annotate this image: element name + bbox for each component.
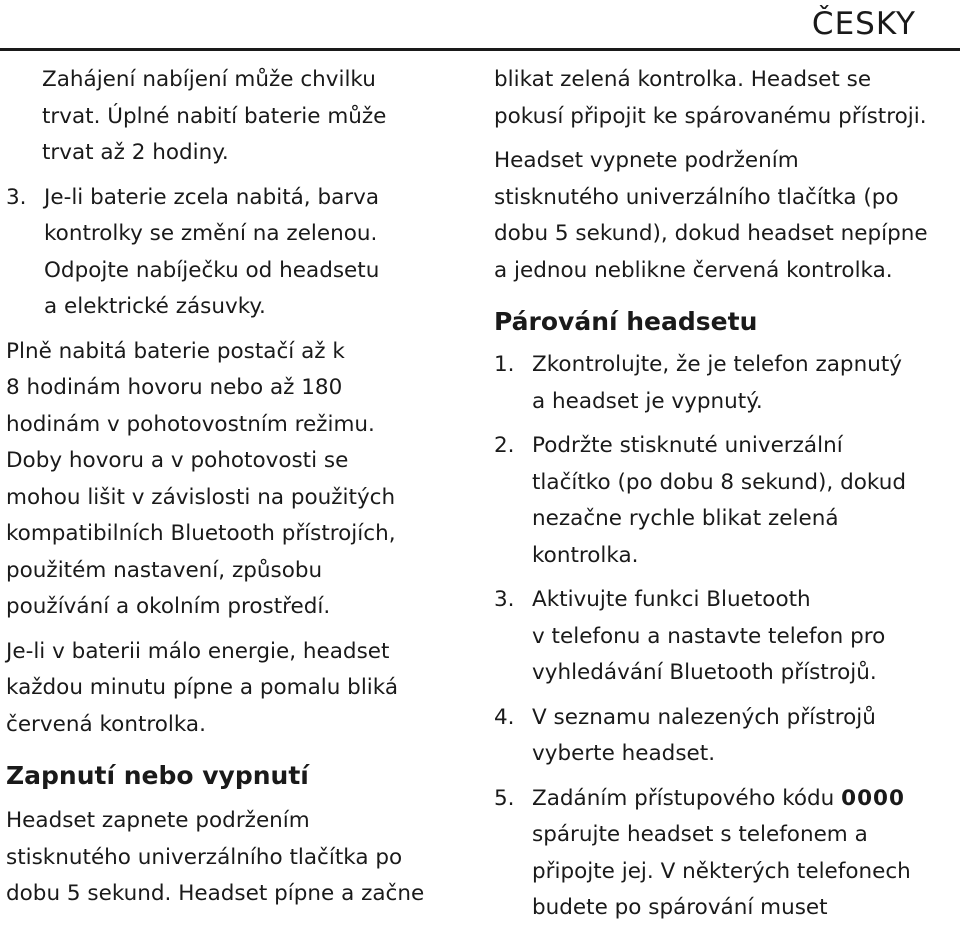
left-column: [6, 62, 476, 913]
step-number: 3.: [494, 587, 515, 612]
text-line: Zkontrolujte, že je telefon zapnutý: [532, 352, 902, 377]
text-line: tlačítko (po dobu 8 sekund), dokud: [532, 469, 906, 495]
header-rule: [0, 48, 960, 51]
text-line: a jednou neblikne červená kontrolka.: [494, 257, 893, 283]
text-line: stisknutého univerzálního tlačítka po: [6, 844, 403, 870]
step-text: Zadáním přístupového kódu: [532, 785, 842, 811]
pairing-step-3: [494, 582, 954, 692]
language-header: ČESKY: [811, 6, 916, 42]
passcode: 0000: [841, 785, 905, 811]
power-continuation: [494, 62, 954, 135]
pairing-step-2: [494, 428, 954, 574]
text-line: Plně nabitá baterie postačí až k: [6, 338, 345, 364]
text-line: Headset zapnete podržením: [6, 808, 310, 833]
text-line: používání a okolním prostředí.: [6, 594, 331, 619]
right-column: [494, 62, 954, 927]
pairing-step-5: [494, 781, 954, 927]
text-line: Je-li baterie zcela nabitá, barva: [44, 184, 380, 210]
text-line: pokusí připojit ke spárovanému přístroji.: [494, 103, 927, 129]
low-battery-paragraph: [6, 634, 476, 744]
battery-paragraph: [6, 334, 476, 626]
pairing-step-4: [494, 700, 954, 773]
section-heading-power: Zapnutí nebo vypnutí: [6, 761, 309, 790]
text-line: blikat zelená kontrolka. Headset se: [494, 67, 872, 92]
text-line: kontrolka.: [532, 542, 639, 568]
step-number: 5.: [494, 785, 515, 811]
step-number: 1.: [494, 352, 515, 377]
text-line: [532, 781, 911, 818]
section-heading-pairing: Párování headsetu: [494, 307, 758, 336]
text-line: kompatibilních Bluetooth přístrojích,: [6, 521, 396, 546]
text-line: každou minutu pípne a pomalu bliká: [6, 675, 399, 700]
text-line: Headset vypnete podržením: [494, 148, 799, 173]
text-line: trvat. Úplné nabití baterie může: [42, 103, 387, 129]
step-number: 4.: [494, 704, 515, 730]
text-line: budete po spárování muset: [532, 895, 828, 920]
text-line: Odpojte nabíječku od headsetu: [44, 257, 380, 283]
text-line: dobu 5 sekund), dokud headset nepípne: [494, 221, 928, 246]
step-number: 2.: [494, 433, 515, 458]
text-line: vyberte headset.: [532, 741, 716, 766]
text-line: spárujte headset s telefonem a: [532, 822, 868, 847]
text-line: V seznamu nalezených přístrojů: [532, 704, 876, 730]
pairing-step-1: [494, 347, 954, 420]
text-line: Aktivujte funkci Bluetooth: [532, 587, 811, 612]
text-line: Doby hovoru a v pohotovosti se: [6, 448, 349, 473]
charging-continuation: [6, 62, 476, 172]
text-line: vyhledávání Bluetooth přístrojů.: [532, 660, 877, 685]
text-line: dobu 5 sekund. Headset pípne a začne: [6, 881, 425, 906]
text-line: trvat až 2 hodiny.: [42, 140, 229, 165]
text-line: stisknutého univerzálního tlačítka (po: [494, 184, 899, 210]
text-line: v telefonu a nastavte telefon pro: [532, 623, 886, 649]
text-line: a headset je vypnutý.: [532, 388, 763, 414]
text-line: Je-li v baterii málo energie, headset: [6, 638, 390, 664]
power-off-paragraph: [494, 143, 954, 289]
text-line: Zahájení nabíjení může chvilku: [42, 67, 376, 92]
text-line: 8 hodinám hovoru nebo až 180: [6, 375, 343, 400]
text-line: hodinám v pohotovostním režimu.: [6, 411, 375, 437]
text-line: červená kontrolka.: [6, 711, 206, 737]
step-3-charging: [6, 180, 476, 326]
text-line: použitém nastavení, způsobu: [6, 557, 323, 583]
text-line: kontrolky se změní na zelenou.: [44, 221, 378, 246]
text-line: Podržte stisknuté univerzální: [532, 433, 843, 458]
text-line: mohou lišit v závislosti na použitých: [6, 484, 396, 510]
text-line: nezačne rychle blikat zelená: [532, 506, 839, 531]
step-number: 3.: [6, 184, 27, 210]
text-line: připojte jej. V některých telefonech: [532, 858, 911, 884]
power-paragraph: [6, 803, 476, 913]
text-line: a elektrické zásuvky.: [44, 294, 266, 319]
